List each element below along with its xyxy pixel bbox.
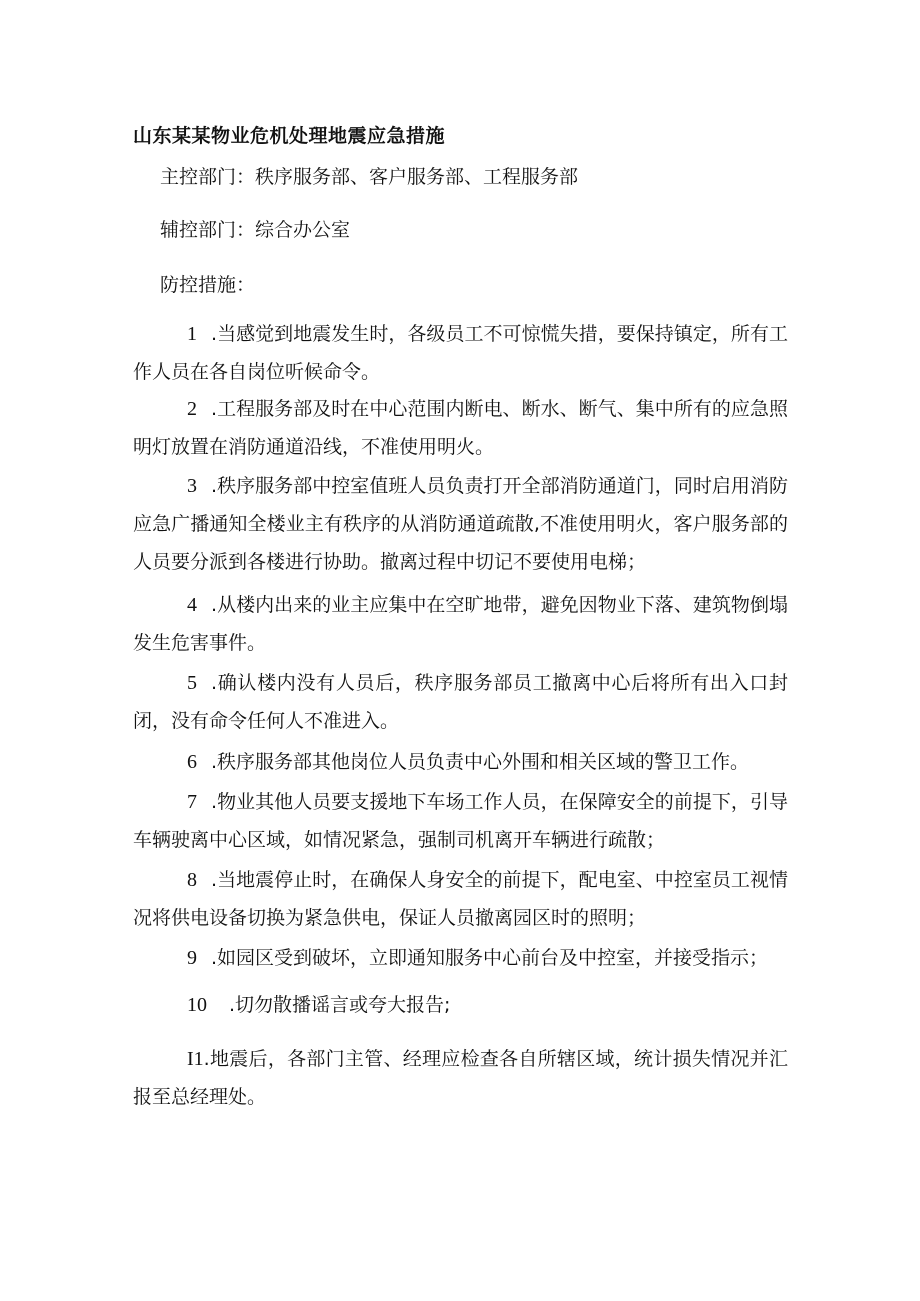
- item-number: 8: [187, 869, 197, 891]
- item-number: 10: [187, 994, 207, 1016]
- item-text: .当感觉到地震发生时，各级员工不可惊慌失措，要保持镇定，所有工作人员在各自岗位听候命令。: [133, 323, 788, 383]
- main-dept-line: 主控部门：秩序服务部、客户服务部、工程服务部: [160, 166, 579, 188]
- item-number: 4: [187, 594, 197, 616]
- measure-item-4: [133, 586, 788, 662]
- item-number: 9: [187, 947, 197, 969]
- item-number: 3: [187, 475, 197, 497]
- measure-item-10: [133, 986, 788, 1024]
- item-text: .地震后，各部门主管、经理应检查各自所辖区域，统计损失情况并汇报至总经理处。: [133, 1048, 788, 1108]
- measures-heading: 防控措施：: [160, 274, 256, 296]
- measure-item-9: [133, 939, 788, 977]
- item-text: .秩序服务部其他岗位人员负责中心外围和相关区域的警卫工作。: [211, 751, 750, 773]
- measure-item-3: [133, 467, 788, 581]
- item-number: 6: [187, 751, 197, 773]
- measure-item-2: [133, 390, 788, 466]
- item-number: 2: [187, 398, 197, 420]
- document-title: 山东某某物业危机处理地震应急措施: [133, 125, 446, 147]
- item-text: .物业其他人员要支援地下车场工作人员，在保障安全的前提下，引导车辆驶离中心区域，如情况紧急，强制司机离开车辆进行疏散；: [133, 791, 788, 851]
- aux-dept-line: 辅控部门：综合办公室: [160, 219, 351, 241]
- measure-item-1: [133, 315, 788, 391]
- item-text: .当地震停止时，在确保人身安全的前提下，配电室、中控室员工视情况将供电设备切换为紧急供电，保证人员撤离园区时的照明；: [133, 869, 788, 929]
- measure-item-6: [133, 743, 788, 781]
- item-text: .工程服务部及时在中心范围内断电、断水、断气、集中所有的应急照明灯放置在消防通道沿线，不准使用明火。: [133, 398, 788, 458]
- item-text: .秩序服务部中控室值班人员负责打开全部消防通道门，同时启用消防应急广播通知全楼业主有秩序的从消防通道疏散,不准使用明火，客户服务部的人员要分派到各楼进行协助。撤离过程中切记不要使用电梯；: [133, 475, 788, 573]
- item-text: .切勿散播谣言或夸大报告;: [229, 994, 451, 1016]
- item-number: 1: [187, 323, 197, 345]
- item-text: .确认楼内没有人员后，秩序服务部员工撤离中心后将所有出入口封闭，没有命令任何人不准进入。: [133, 672, 788, 732]
- measure-item-8: [133, 861, 788, 937]
- measure-item-11: [133, 1040, 788, 1116]
- measure-item-7: [133, 783, 788, 859]
- item-text: .从楼内出来的业主应集中在空旷地带，避免因物业下落、建筑物倒塌发生危害事件。: [133, 594, 788, 654]
- item-number: 7: [187, 791, 197, 813]
- item-text: .如园区受到破坏，立即通知服务中心前台及中控室，并接受指示；: [211, 947, 769, 969]
- measure-item-5: [133, 664, 788, 740]
- item-number: I1: [187, 1048, 204, 1070]
- item-number: 5: [187, 672, 197, 694]
